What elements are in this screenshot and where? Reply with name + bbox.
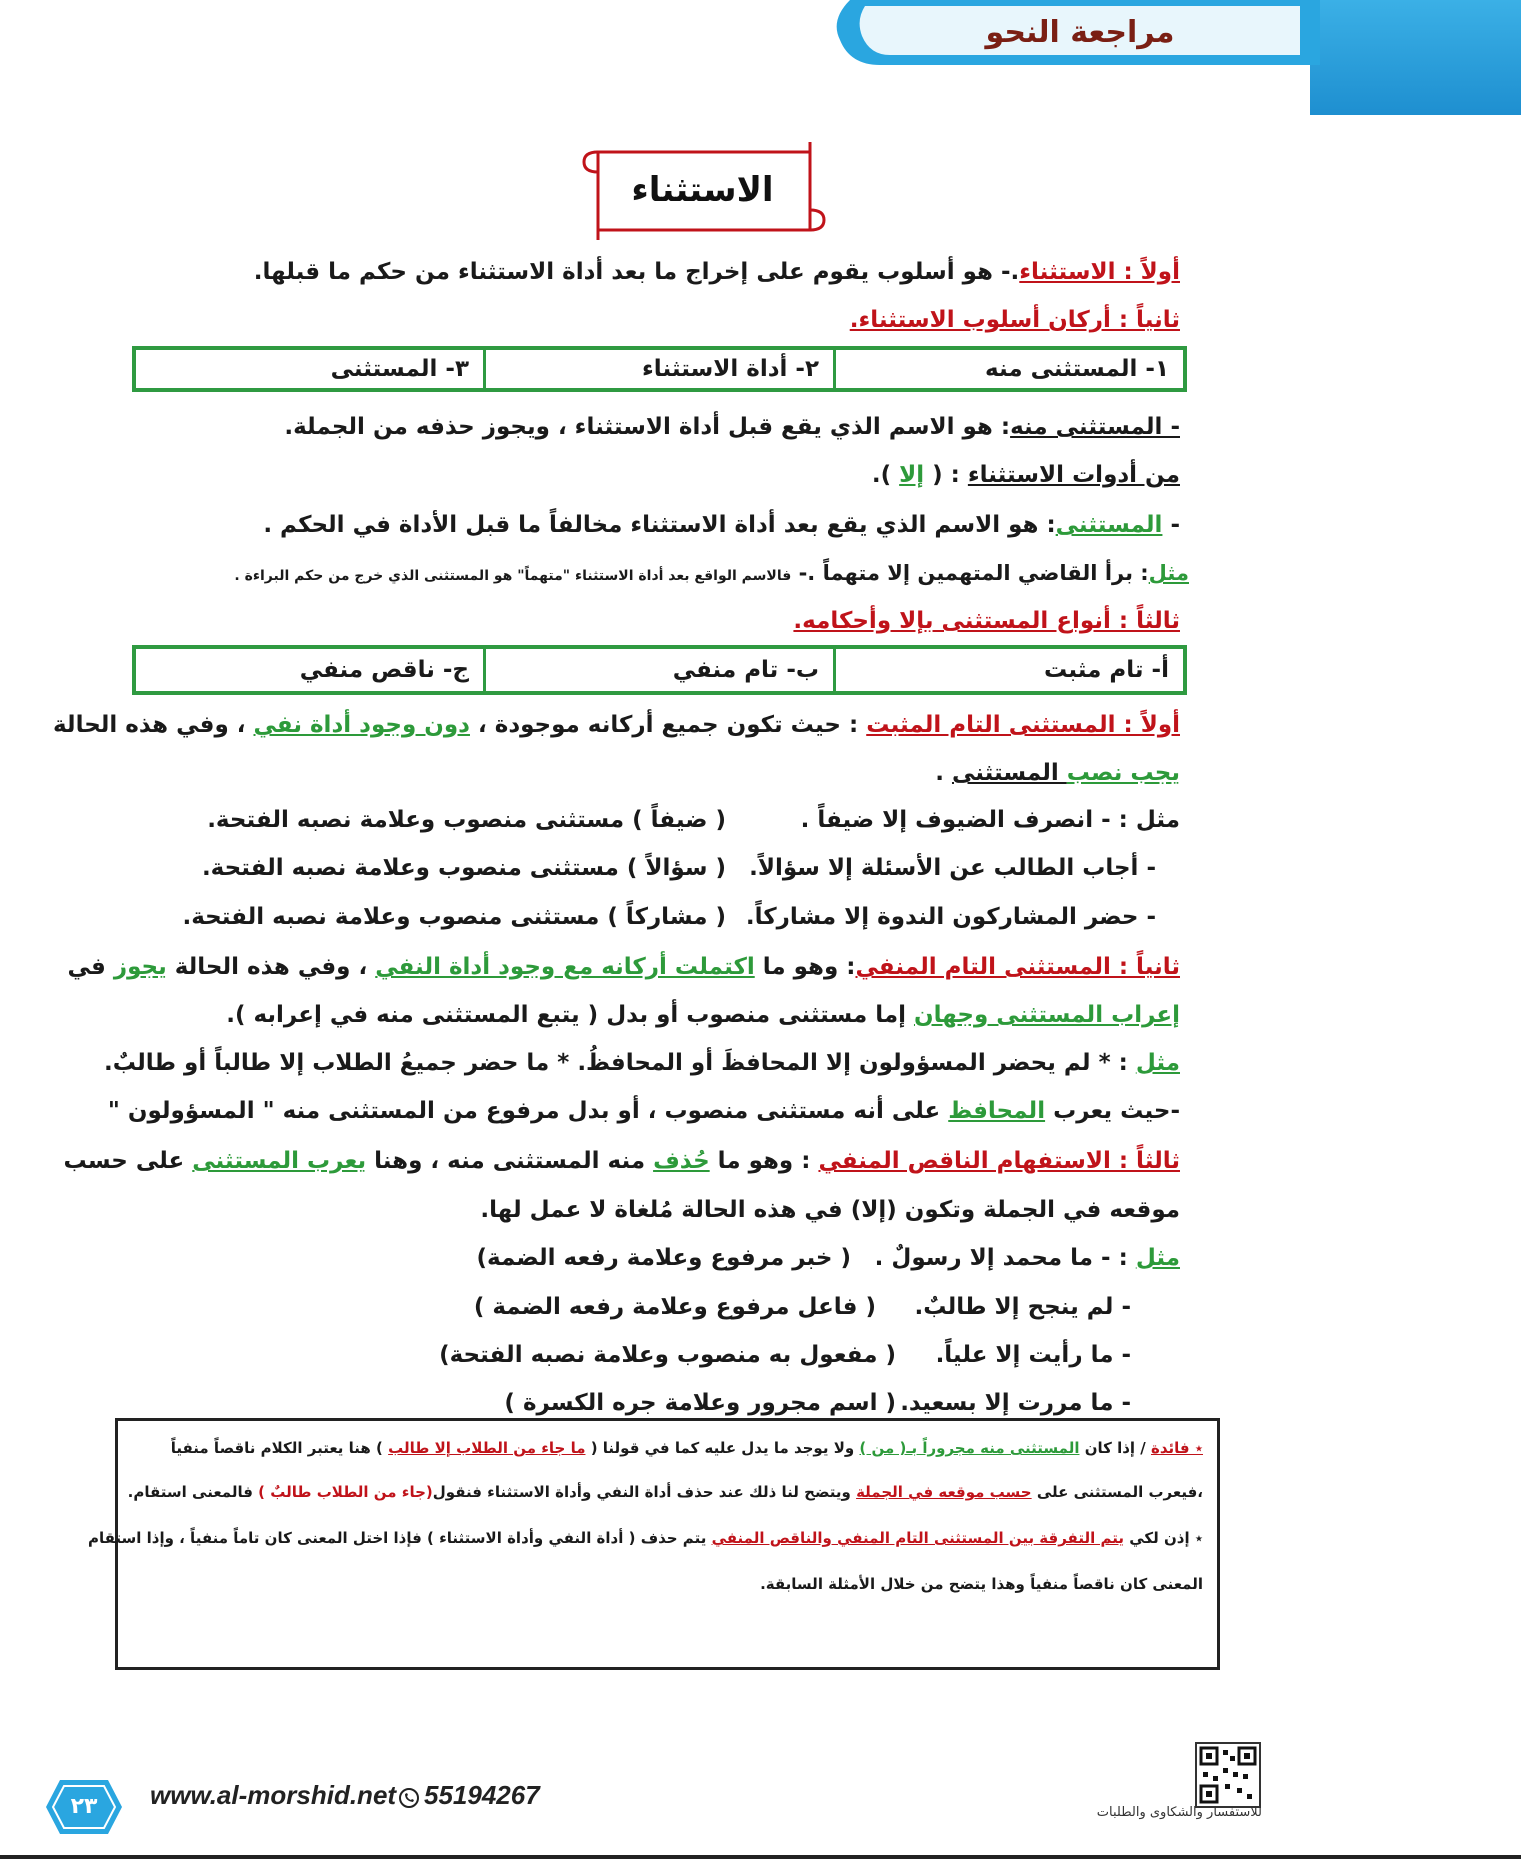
phone-icon [398,1787,420,1809]
mustathna-minhu-label: - المستثنى منه [1010,414,1180,440]
tools-line: من أدوات الاستثناء : ( إلا ). [871,462,1180,488]
type1-example-3-analysis: ( مشاركاً ) مستثنى منصوب وعلامة نصبه الفتحة. [182,904,726,930]
type3-line1: ثالثاً : الاستفهام الناقص المنفي : وهو ما حُذف منه المستثنى منه ، وهنا يعرب المستثنى على حسب [63,1148,1180,1174]
type3-example-2-analysis: ( فاعل مرفوع وعلامة رفعه الضمة ) [473,1294,876,1320]
pillar-cell-3: ٣- المستثنى [330,356,469,382]
pillar-cell-2: ٢- أداة الاستثناء [483,350,833,388]
type1-line1: أولاً : المستثنى التام المثبت : حيث تكون جميع أركانه موجودة ، دون وجود أداة نفي ، وفي هذه الحالة [52,712,1180,738]
type2-line1: ثانياً : المستثنى التام المنفي: وهو ما اكتملت أركانه مع وجود أداة النفي ، وفي هذه الحالة يجوز في [67,954,1180,980]
phone-number: 55194267 [424,1780,540,1810]
type-cell-1: أ- تام مثبت [833,649,1183,691]
type3-example-1-analysis: ( خبر مرفوع وعلامة رفعه الضمة) [476,1245,851,1271]
types-table [132,645,1187,695]
pillar-cell-1: ١- المستثنى منه [833,350,1183,388]
type-cell-2: ب- تام منفي [483,649,833,691]
section-title: الاستثناء [631,170,774,210]
types-heading [793,604,1180,638]
type1-label: أولاً : المستثنى التام المثبت [866,712,1180,738]
qr-caption: للاستفسار والشكاوى والطلبات [1096,1805,1262,1820]
page-number: ٢٣ [70,1794,98,1819]
note-line-2: ،فيعرب المستثنى على حسب موقعه في الجملة ويتضح لنا ذلك عند حذف أداة النفي وأداة الاستثناء فنقول(جاء من الطلاب طالبٌ ) فالمعنى استقام. [127,1483,1203,1501]
tools-label: من أدوات الاستثناء [967,462,1180,488]
types-heading-text: ثالثاً : أنواع المستثنى بإلا وأحكامه. [793,608,1180,634]
pillars-table [132,346,1187,392]
mustathna-minhu-text: : هو الاسم الذي يقع قبل أداة الاستثناء ، ويجوز حذفه من الجملة. [284,414,1011,440]
qr-code-icon [1195,1742,1261,1808]
type3-line2: موقعه في الجملة وتكون (إلا) في هذه الحالة مُلغاة لا عمل لها. [480,1197,1180,1223]
definition-label: أولاً : الاستثناء [1019,259,1180,285]
type-cell-3: ج- ناقص منفي [299,657,469,683]
footer-rule [0,1855,1521,1859]
type2-example: مثل : * لم يحضر المسؤولون إلا المحافظَ أو المحافظُ. * ما حضر جميعُ الطلاب إلا طالباً أو طالبٌ. [104,1050,1180,1076]
header-title: مراجعة النحو [985,15,1175,50]
note-line-4: المعنى كان ناقصاً منفياً وهذا يتضح من خلال الأمثلة السابقة. [760,1575,1203,1593]
type1-line2: يجب نصب المستثنى . [935,760,1180,786]
note-line-1: ٭ فائدة / إذا كان المستثنى منه مجروراً بـ( من ) ولا يوجد ما يدل عليه كما في قولنا ( ما جاء من الطلاب إلا طالب ) هنا يعتبر الكلام ناقصاً منفياً [170,1439,1203,1457]
type1-example-2: - أجاب الطالب عن الأسئلة إلا سؤالاً. [749,855,1156,881]
mustathna-minhu-line [284,410,1180,444]
type3-label: ثالثاً : الاستفهام الناقص المنفي [818,1148,1180,1174]
type2-line2: إعراب المستثنى وجهان إما مستثنى منصوب أو بدل ( يتبع المستثنى منه في إعرابه ). [226,1002,1180,1028]
type3-example-4: - ما مررت إلا بسعيد. [900,1390,1131,1416]
example1-note: فالاسم الواقع بعد أداة الاستثناء "متهماً" هو المستثنى الذي خرج من حكم البراءة . [234,568,792,584]
tools-value: إلا [899,462,925,488]
header-accent-bar [1310,0,1521,115]
type3-example-2: - لم ينجح إلا طالبٌ. [914,1294,1131,1320]
pillars-heading-text: ثانياً : أركان أسلوب الاستثناء. [849,307,1180,333]
example1-sentence: : برأ القاضي المتهمين إلا متهماً .- [798,561,1149,585]
example1-line [234,556,1189,593]
type1-example-1-analysis: ( ضيفاً ) مستثنى منصوب وعلامة نصبه الفتحة. [207,807,726,833]
type2-label: ثانياً : المستثنى التام المنفي [855,954,1180,980]
type2-explain: -حيث يعرب المحافظ على أنه مستثنى منصوب ، أو بدل مرفوع من المستثنى منه " المسؤولون " [107,1098,1180,1124]
definition-line [254,255,1180,289]
pillars-heading [850,303,1180,337]
mustathna-label: المستثنى [1055,512,1163,538]
website-link[interactable]: www.al-morshid.net [150,1780,397,1810]
type1-example-2-analysis: ( سؤالاً ) مستثنى منصوب وعلامة نصبه الفتحة. [201,855,726,881]
example1-label: مثل [1148,561,1189,585]
type3-example-3: - ما رأيت إلا علياً. [935,1342,1131,1368]
definition-text: .- هو أسلوب يقوم على إخراج ما بعد أداة الاستثناء من حكم ما قبلها. [253,259,1020,285]
type1-example-1: مثل : - انصرف الضيوف إلا ضيفاً . [800,807,1180,833]
type3-example-1: مثل : - ما محمد إلا رسولٌ . [874,1245,1180,1271]
type1-example-3: - حضر المشاركون الندوة إلا مشاركاً. [745,904,1156,930]
mustathna-text: : هو الاسم الذي يقع بعد أداة الاستثناء مخالفاً ما قبل الأداة في الحكم . [263,512,1056,538]
type3-example-3-analysis: ( مفعول به منصوب وعلامة نصبه الفتحة) [439,1342,896,1368]
type3-example-4-analysis: ( اسم مجرور وعلامة جره الكسرة ) [504,1390,896,1416]
note-line-3: ٭ إذن لكي يتم التفرقة بين المستثنى التام المنفي والناقص المنفي يتم حذف ( أداة النفي وأداة الاستثناء ) فإذا اختل المعنى كان تاماً منفياً ، وإذا استقام [87,1529,1203,1547]
mustathna-line: - المستثنى: هو الاسم الذي يقع بعد أداة الاستثناء مخالفاً ما قبل الأداة في الحكم . [263,512,1180,538]
